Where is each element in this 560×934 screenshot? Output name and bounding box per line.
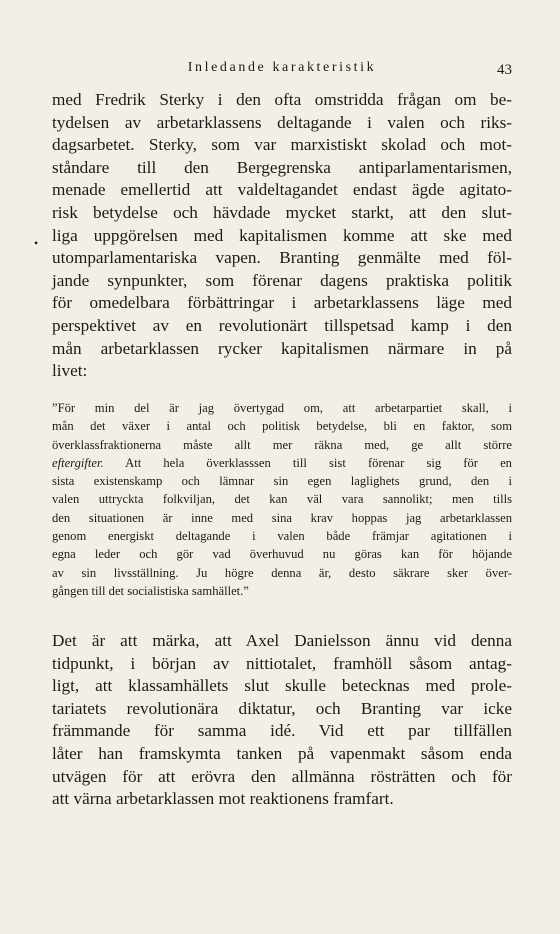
paragraph-1 <box>52 89 512 383</box>
quote-line: sista existenskamp och lämnar sin egen laglighets grund, den i <box>52 474 512 489</box>
quote-line: mån det växer i antal och politisk betydelse, bli en faktor, som <box>52 419 512 434</box>
text-line: dagsarbetet. Sterky, som var marxistiskt skolad och mot- <box>52 135 512 155</box>
text-line: främmande för samma idé. Vid ett par tillfällen <box>52 721 512 741</box>
text-line: mån arbetarklassen rycker kapitalismen närmare in på <box>52 338 512 358</box>
quote-line: överklassfraktionerna måste allt mer räkna med, ge allt större <box>52 437 512 452</box>
italic-word: eftergifter. <box>52 455 104 470</box>
text-line: tariatets revolutionära diktatur, och Branting var icke <box>52 698 512 718</box>
text-line: menade emellertid att valdeltagandet endast ägde agitato- <box>52 180 512 200</box>
paragraph-2 <box>52 630 512 811</box>
text-line: jande synpunkter, som förenar dagens praktiska politik <box>52 270 512 290</box>
text-line: att värna arbetarklassen mot reaktionens framfart. <box>52 789 394 809</box>
quote-line: av sin livsställning. Ju högre denna är, desto säkrare sker över- <box>52 565 512 580</box>
quote-line-rest: Att hela överklasssen till sist förenar sig för en <box>125 455 512 470</box>
text-line: liga uppgörelsen med kapitalismen komme att ske med <box>52 225 512 245</box>
margin-mark: • <box>34 236 39 250</box>
text-line: utvägen för att erövra den allmänna rösträtten och för <box>52 766 512 786</box>
text-line: med Fredrik Sterky i den ofta omstridda frågan om be- <box>52 90 512 109</box>
quote-line: den situationen är inne med sina krav hoppas jag arbetarklassen <box>52 510 512 525</box>
quote-line: valen uttryckta folkviljan, det kan väl vara sannolikt; men tills <box>52 492 512 507</box>
text-line: livet: <box>52 361 88 381</box>
quote-line: gången till det socialistiska samhället.” <box>52 583 249 598</box>
text-line: för omedelbara förbättringar i arbetarklassens läge med <box>52 293 512 313</box>
text-line: utomparlamentariska vapen. Branting genmälte med föl- <box>52 248 512 268</box>
page-header <box>52 60 512 80</box>
quote-line: egna leder och gör vad överhuvud nu göras kan för höjande <box>52 547 512 562</box>
text-line: låter han framskymta tanken på vapenmakt såsom enda <box>52 743 512 763</box>
text-line: perspektivet av en revolutionärt tillspetsad kamp i den <box>52 315 512 335</box>
text-line: risk betydelse och hävdade mycket starkt, att den slut- <box>52 202 512 222</box>
text-line: tidpunkt, i början av nittiotalet, framhöll såsom antag- <box>52 653 512 673</box>
quote-line-with-italic <box>52 454 512 472</box>
quote-line: genom energiskt deltagande i valen både främjar agitationen i <box>52 529 512 544</box>
text-line: ståndare till den Bergegrenska antiparlamentarismen, <box>52 157 512 177</box>
text-line: Det är att märka, att Axel Danielsson ännu vid denna <box>52 631 512 650</box>
text-line: tydelsen av arbetarklassens deltagande i valen och riks- <box>52 112 512 132</box>
quote-line: ”För min del är jag övertygad om, att arbetarpartiet skall, i <box>52 401 512 415</box>
text-line: ligt, att klassamhällets slut skulle betecknas med prole- <box>52 676 512 696</box>
block-quote <box>52 399 512 600</box>
running-title: Inledande karakteristik <box>187 60 377 75</box>
page-number: 43 <box>497 62 512 78</box>
